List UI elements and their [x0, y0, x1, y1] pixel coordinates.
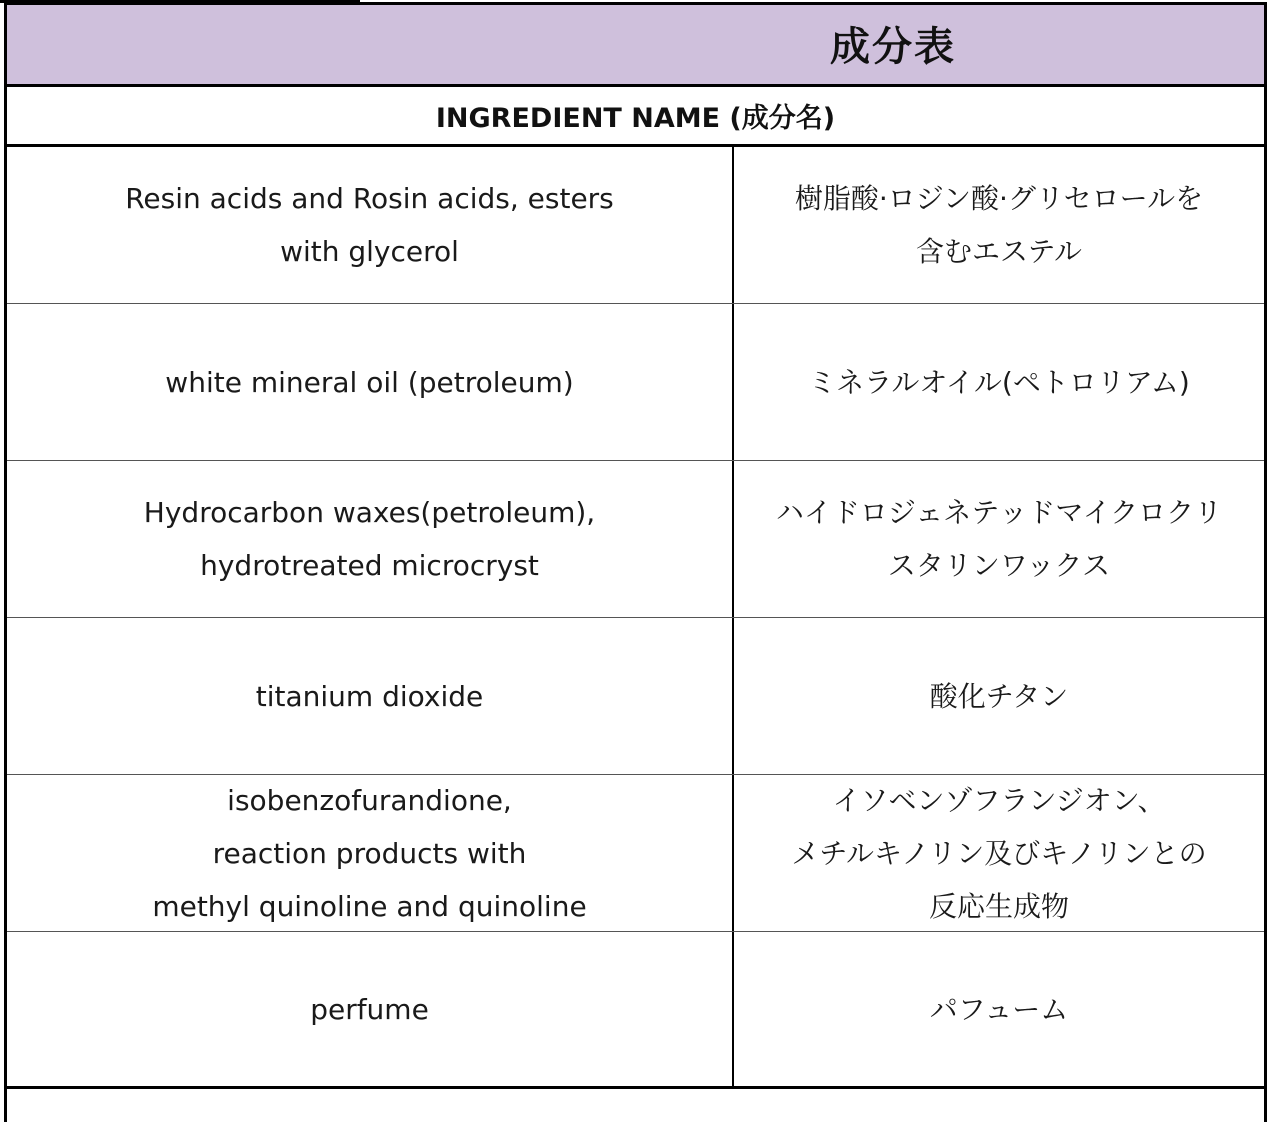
column-header: INGREDIENT NAME (成分名) — [7, 87, 1264, 147]
ingredient-name-english: perfume — [7, 932, 734, 1086]
ingredient-name-english: isobenzofurandione, reaction products with methyl quinoline and quinoline — [7, 775, 734, 931]
ingredient-name-japanese: イソベンゾフランジオン、 メチルキノリン及びキノリンとの 反応生成物 — [791, 783, 1207, 923]
ingredient-name-english: white mineral oil (petroleum) — [7, 304, 734, 460]
ingredient-name-japanese: ミネラルオイル(ペトロリアム) — [808, 365, 1190, 399]
table-row — [7, 775, 1264, 932]
table-row — [7, 304, 1264, 461]
ingredient-name-japanese: 樹脂酸·ロジン酸·グリセロールを 含むエステル — [794, 182, 1204, 268]
table-row — [7, 147, 1264, 304]
ingredient-table — [4, 2, 1267, 1122]
ingredient-name-japanese: パフューム — [929, 992, 1069, 1026]
ingredient-name-english: titanium dioxide — [7, 618, 734, 774]
table-row — [7, 618, 1264, 775]
ingredient-name-english: Resin acids and Rosin acids, esters with glycerol — [7, 147, 734, 303]
ingredient-name-japanese: 酸化チタン — [929, 679, 1069, 713]
ingredient-name-japanese: ハイドロジェネテッドマイクロクリ スタリンワックス — [775, 496, 1223, 582]
ingredient-name-english: Hydrocarbon waxes(petroleum), hydrotreated microcryst — [7, 461, 734, 617]
table-row — [7, 932, 1264, 1089]
title-bar — [7, 5, 1264, 87]
table-title: 成分表 — [830, 24, 956, 70]
table-row — [7, 461, 1264, 618]
